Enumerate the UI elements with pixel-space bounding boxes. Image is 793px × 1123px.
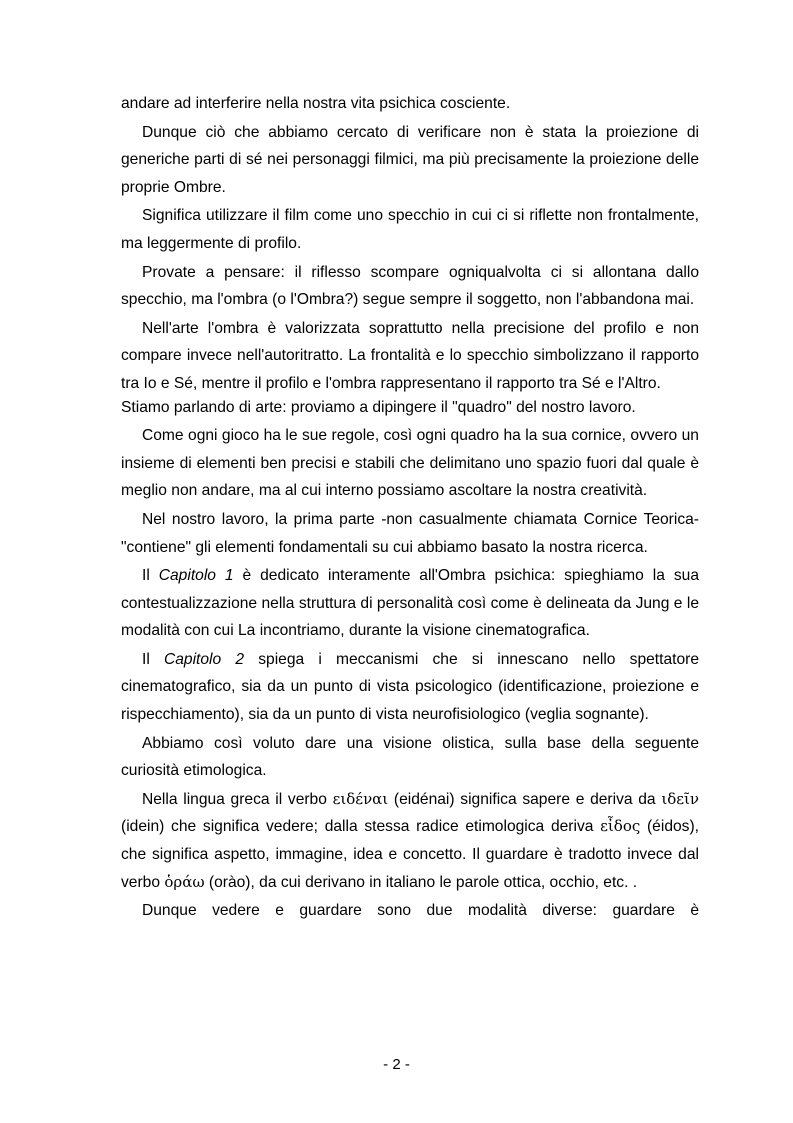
- paragraph-text: Dunque vedere e guardare sono due modalità diverse: guardare è: [142, 902, 699, 920]
- paragraph-text: Provate a pensare: il riflesso scompare ogniqualvolta ci si allontana dallo specchio, ma l'ombra (o l'Ombra?) segue sempre il soggetto, non l'abbandona mai.: [121, 263, 699, 309]
- paragraph-text: Il: [142, 567, 159, 585]
- paragraph-text: (eidénai) significa sapere e deriva da: [388, 790, 662, 808]
- paragraph: [121, 422, 699, 505]
- paragraph-text: Abbiamo così voluto dare una visione olistica, sulla base della seguente curiosità etimologica.: [121, 734, 699, 780]
- paragraph: [121, 90, 699, 118]
- paragraph-text: Il: [142, 650, 164, 668]
- paragraph: [121, 786, 699, 896]
- paragraph-text: è dedicato interamente all'Ombra psichica: spieghiamo la sua contestualizzazione nella struttura di personalità così come è delineata da Jung e le modalità con cui La incontriamo, durante la visione cinematografica.: [121, 567, 699, 640]
- paragraph: [121, 646, 699, 729]
- paragraph: [121, 315, 699, 398]
- paragraph-text: andare ad interferire nella nostra vita psichica cosciente.: [121, 95, 511, 112]
- chapter-reference: Capitolo 2: [163, 650, 245, 668]
- paragraph: [121, 562, 699, 645]
- paragraph: [121, 202, 699, 257]
- paragraph-text: Dunque ciò che abbiamo cercato di verificare non è stata la proiezione di generiche parti di sé nei personaggi filmici, ma più precisamente la proiezione delle proprie Ombre.: [121, 123, 699, 196]
- paragraph-text: Nella lingua greca il verbo: [142, 790, 333, 808]
- body-text: [121, 90, 699, 925]
- paragraph: [121, 259, 699, 314]
- paragraph-text: spiega i meccanismi che si innescano nello spettatore cinematografico, sia da un punto di vista psicologico (identificazione, proiezione e rispecchiamento), sia da un punto di vista neurofisiologico (veglia sognante).: [121, 650, 700, 724]
- paragraph-text: (orào), da cui derivano in italiano le parole ottica, occhio, etc. .: [204, 873, 638, 891]
- paragraph: [121, 897, 699, 925]
- chapter-reference: Capitolo 1: [158, 567, 234, 585]
- paragraph: [121, 730, 699, 785]
- greek-word: εἶδος: [600, 817, 641, 836]
- paragraph-text: Come ogni gioco ha le sue regole, così ogni quadro ha la sua cornice, ovvero un insieme di elementi ben precisi e stabili che delimitano uno spazio fuori dal quale è meglio non andare, ma al cui interno possiamo ascoltare la nostra creatività.: [121, 427, 699, 500]
- paragraph: [121, 506, 699, 561]
- paragraph-text: Significa utilizzare il film come uno specchio in cui ci si riflette non frontalmente, ma leggermente di profilo.: [121, 207, 699, 252]
- greek-word: ιδεῖν: [661, 789, 699, 808]
- paragraph-text: Nel nostro lavoro, la prima parte -non casualmente chiamata Cornice Teorica- "contiene" gli elementi fondamentali su cui abbiamo basato la nostra ricerca.: [121, 510, 699, 556]
- page-number: - 2 -: [383, 1056, 410, 1073]
- paragraph: [121, 394, 699, 422]
- paragraph: [121, 119, 699, 202]
- paragraph-text: Nell'arte l'ombra è valorizzata soprattutto nella precisione del profilo e non compare invece nell'autoritratto. La frontalità e lo specchio simbolizzano il rapporto tra Io e Sé, mentre il profilo e l'ombra rappresentano il rapporto tra Sé e l'Altro.: [121, 319, 699, 392]
- paragraph-text: (éidos), che significa aspetto, immagine, idea e concetto. Il guardare è tradotto invece dal verbo: [121, 818, 699, 891]
- paragraph-text: Stiamo parlando di arte: proviamo a dipingere il "quadro" del nostro lavoro.: [121, 398, 636, 416]
- paragraph-text: (idein) che significa vedere; dalla stessa radice etimologica deriva: [121, 818, 601, 836]
- greek-word: ειδέναι: [332, 789, 389, 808]
- greek-word: ὁράω: [164, 872, 205, 891]
